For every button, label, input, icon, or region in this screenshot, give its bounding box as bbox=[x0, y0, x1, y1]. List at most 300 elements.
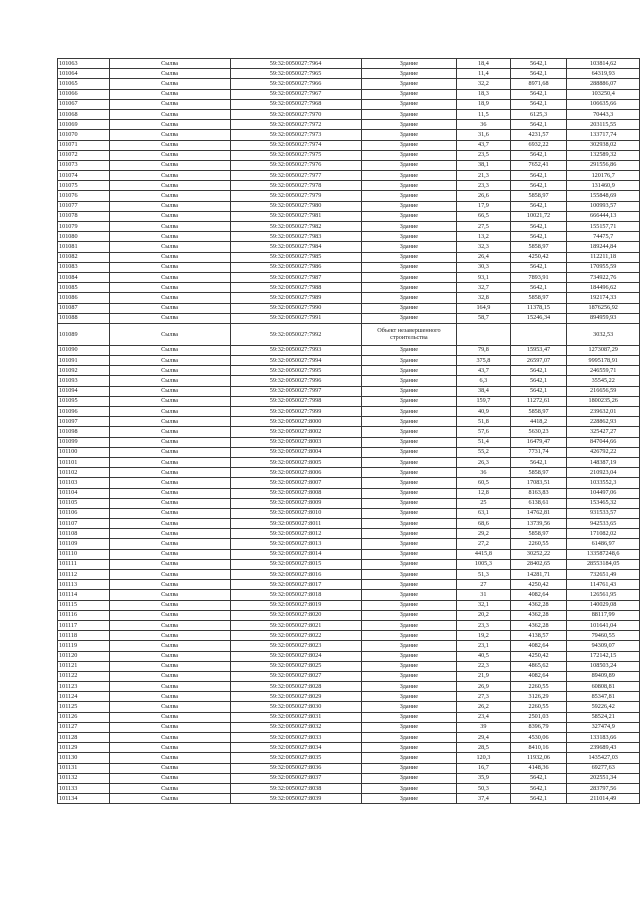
row-id-cell: 101096 bbox=[58, 407, 110, 417]
locality-cell: Сылва bbox=[109, 733, 230, 743]
object-type-cell: Здание bbox=[361, 303, 456, 313]
object-type-cell: Здание bbox=[361, 437, 456, 447]
unit-price-cell: 2260,55 bbox=[510, 682, 567, 692]
area-cell: 20,2 bbox=[457, 610, 511, 620]
object-type-cell: Здание bbox=[361, 712, 456, 722]
unit-price-cell: 5858,97 bbox=[510, 191, 567, 201]
table-row bbox=[58, 610, 640, 620]
locality-cell: Сылва bbox=[109, 69, 230, 79]
table-row bbox=[58, 283, 640, 293]
row-id-cell: 101091 bbox=[58, 356, 110, 366]
table-row bbox=[58, 519, 640, 529]
unit-price-cell: 4362,28 bbox=[510, 610, 567, 620]
row-id-cell: 101131 bbox=[58, 763, 110, 773]
object-type-cell: Здание bbox=[361, 293, 456, 303]
unit-price-cell: 15246,34 bbox=[510, 313, 567, 323]
locality-cell: Сылва bbox=[109, 109, 230, 119]
table-row bbox=[58, 783, 640, 793]
object-type-cell: Здание bbox=[361, 242, 456, 252]
unit-price-cell: 5642,1 bbox=[510, 171, 567, 181]
object-type-cell: Здание bbox=[361, 661, 456, 671]
locality-cell: Сылва bbox=[109, 386, 230, 396]
cadastral-value-cell: 133717,74 bbox=[567, 130, 640, 140]
cadastral-number-cell: 59:32:0050027:8004 bbox=[230, 447, 361, 457]
row-id-cell: 101090 bbox=[58, 345, 110, 355]
area-cell: 375,8 bbox=[457, 356, 511, 366]
document-page bbox=[57, 58, 640, 804]
cadastral-value-cell: 104497,06 bbox=[567, 488, 640, 498]
locality-cell: Сылва bbox=[109, 356, 230, 366]
object-type-cell: Здание bbox=[361, 171, 456, 181]
row-id-cell: 101126 bbox=[58, 712, 110, 722]
cadastral-value-cell: 327474,9 bbox=[567, 722, 640, 732]
row-id-cell: 101106 bbox=[58, 508, 110, 518]
object-type-cell: Здание bbox=[361, 109, 456, 119]
unit-price-cell: 11272,61 bbox=[510, 396, 567, 406]
cadastral-value-cell: 133587248,6 bbox=[567, 549, 640, 559]
cadastral-number-cell: 59:32:0050027:8018 bbox=[230, 590, 361, 600]
unit-price-cell: 14762,81 bbox=[510, 508, 567, 518]
cadastral-value-cell: 228862,93 bbox=[567, 417, 640, 427]
object-type-cell: Здание bbox=[361, 447, 456, 457]
object-type-cell: Здание bbox=[361, 498, 456, 508]
area-cell: 26,4 bbox=[457, 252, 511, 262]
object-type-cell: Здание bbox=[361, 773, 456, 783]
unit-price-cell: 5642,1 bbox=[510, 262, 567, 272]
cadastral-number-cell: 59:32:0050027:8036 bbox=[230, 763, 361, 773]
object-type-cell: Здание bbox=[361, 140, 456, 150]
unit-price-cell: 16479,47 bbox=[510, 437, 567, 447]
table-row bbox=[58, 59, 640, 69]
row-id-cell: 101094 bbox=[58, 386, 110, 396]
object-type-cell: Здание bbox=[361, 570, 456, 580]
cadastral-value-cell: 426792,22 bbox=[567, 447, 640, 457]
area-cell: 43,7 bbox=[457, 140, 511, 150]
area-cell: 27,3 bbox=[457, 692, 511, 702]
object-type-cell: Здание bbox=[361, 181, 456, 191]
cadastral-value-cell: 171082,02 bbox=[567, 529, 640, 539]
cadastral-value-cell: 89409,89 bbox=[567, 671, 640, 681]
cadastral-number-cell: 59:32:0050027:7979 bbox=[230, 191, 361, 201]
table-row bbox=[58, 498, 640, 508]
cadastral-number-cell: 59:32:0050027:8033 bbox=[230, 733, 361, 743]
object-type-cell: Здание bbox=[361, 427, 456, 437]
table-row bbox=[58, 99, 640, 109]
row-id-cell: 101122 bbox=[58, 671, 110, 681]
locality-cell: Сылва bbox=[109, 181, 230, 191]
unit-price-cell: 4362,28 bbox=[510, 600, 567, 610]
area-cell: 19,2 bbox=[457, 631, 511, 641]
locality-cell: Сылва bbox=[109, 631, 230, 641]
table-row bbox=[58, 722, 640, 732]
object-type-cell: Здание bbox=[361, 478, 456, 488]
cadastral-value-cell: 210923,04 bbox=[567, 468, 640, 478]
object-type-cell: Здание bbox=[361, 89, 456, 99]
unit-price-cell: 5642,1 bbox=[510, 376, 567, 386]
cadastral-number-cell: 59:32:0050027:8013 bbox=[230, 539, 361, 549]
cadastral-value-cell: 103250,4 bbox=[567, 89, 640, 99]
area-cell: 68,6 bbox=[457, 519, 511, 529]
area-cell: 58,7 bbox=[457, 313, 511, 323]
row-id-cell: 101079 bbox=[58, 222, 110, 232]
area-cell: 23,1 bbox=[457, 641, 511, 651]
cadastral-number-cell: 59:32:0050027:8015 bbox=[230, 559, 361, 569]
table-row bbox=[58, 345, 640, 355]
table-row bbox=[58, 620, 640, 630]
locality-cell: Сылва bbox=[109, 191, 230, 201]
object-type-cell: Здание bbox=[361, 610, 456, 620]
object-type-cell: Здание bbox=[361, 252, 456, 262]
unit-price-cell: 2260,55 bbox=[510, 702, 567, 712]
unit-price-cell: 11378,15 bbox=[510, 303, 567, 313]
unit-price-cell: 7652,41 bbox=[510, 160, 567, 170]
area-cell: 51,8 bbox=[457, 417, 511, 427]
locality-cell: Сылва bbox=[109, 417, 230, 427]
row-id-cell: 101115 bbox=[58, 600, 110, 610]
unit-price-cell: 5642,1 bbox=[510, 150, 567, 160]
table-row bbox=[58, 457, 640, 467]
row-id-cell: 101110 bbox=[58, 549, 110, 559]
cadastral-number-cell: 59:32:0050027:7964 bbox=[230, 59, 361, 69]
object-type-cell: Здание bbox=[361, 539, 456, 549]
locality-cell: Сылва bbox=[109, 323, 230, 345]
row-id-cell: 101111 bbox=[58, 559, 110, 569]
locality-cell: Сылва bbox=[109, 671, 230, 681]
cadastral-value-cell: 291556,86 bbox=[567, 160, 640, 170]
cadastral-number-cell: 59:32:0050027:7987 bbox=[230, 272, 361, 282]
cadastral-number-cell: 59:32:0050027:8011 bbox=[230, 519, 361, 529]
locality-cell: Сылва bbox=[109, 242, 230, 252]
unit-price-cell: 5642,1 bbox=[510, 69, 567, 79]
cadastral-value-cell: 202551,34 bbox=[567, 773, 640, 783]
table-row bbox=[58, 794, 640, 804]
area-cell: 27,2 bbox=[457, 539, 511, 549]
unit-price-cell: 4418,2 bbox=[510, 417, 567, 427]
cadastral-value-cell: 155157,71 bbox=[567, 222, 640, 232]
cadastral-value-cell: 239632,01 bbox=[567, 407, 640, 417]
unit-price-cell: 5642,1 bbox=[510, 89, 567, 99]
cadastral-number-cell: 59:32:0050027:7998 bbox=[230, 396, 361, 406]
row-id-cell: 101069 bbox=[58, 120, 110, 130]
locality-cell: Сылва bbox=[109, 508, 230, 518]
row-id-cell: 101123 bbox=[58, 682, 110, 692]
table-row bbox=[58, 356, 640, 366]
cadastral-number-cell: 59:32:0050027:8027 bbox=[230, 671, 361, 681]
table-row bbox=[58, 763, 640, 773]
area-cell: 31 bbox=[457, 590, 511, 600]
row-id-cell: 101120 bbox=[58, 651, 110, 661]
row-id-cell: 101108 bbox=[58, 529, 110, 539]
cadastral-number-cell: 59:32:0050027:8019 bbox=[230, 600, 361, 610]
locality-cell: Сылва bbox=[109, 160, 230, 170]
unit-price-cell: 5642,1 bbox=[510, 773, 567, 783]
unit-price-cell: 30252,22 bbox=[510, 549, 567, 559]
object-type-cell: Здание bbox=[361, 407, 456, 417]
row-id-cell: 101071 bbox=[58, 140, 110, 150]
unit-price-cell: 5642,1 bbox=[510, 386, 567, 396]
locality-cell: Сылва bbox=[109, 549, 230, 559]
locality-cell: Сылва bbox=[109, 488, 230, 498]
locality-cell: Сылва bbox=[109, 773, 230, 783]
area-cell: 50,3 bbox=[457, 783, 511, 793]
locality-cell: Сылва bbox=[109, 366, 230, 376]
table-row bbox=[58, 427, 640, 437]
area-cell: 32,3 bbox=[457, 242, 511, 252]
unit-price-cell: 5642,1 bbox=[510, 181, 567, 191]
unit-price-cell: 28402,65 bbox=[510, 559, 567, 569]
row-id-cell: 101105 bbox=[58, 498, 110, 508]
locality-cell: Сылва bbox=[109, 570, 230, 580]
table-row bbox=[58, 232, 640, 242]
locality-cell: Сылва bbox=[109, 600, 230, 610]
unit-price-cell: 4082,64 bbox=[510, 641, 567, 651]
row-id-cell: 101117 bbox=[58, 620, 110, 630]
area-cell: 37,4 bbox=[457, 794, 511, 804]
unit-price-cell: 5858,97 bbox=[510, 407, 567, 417]
cadastral-number-cell: 59:32:0050027:8022 bbox=[230, 631, 361, 641]
row-id-cell: 101114 bbox=[58, 590, 110, 600]
locality-cell: Сылва bbox=[109, 529, 230, 539]
row-id-cell: 101125 bbox=[58, 702, 110, 712]
area-cell: 18,3 bbox=[457, 89, 511, 99]
area-cell: 51,4 bbox=[457, 437, 511, 447]
cadastral-number-cell: 59:32:0050027:7986 bbox=[230, 262, 361, 272]
table-row bbox=[58, 323, 640, 345]
area-cell: 38,1 bbox=[457, 160, 511, 170]
object-type-cell: Здание bbox=[361, 272, 456, 282]
locality-cell: Сылва bbox=[109, 120, 230, 130]
locality-cell: Сылва bbox=[109, 303, 230, 313]
cadastral-value-cell: 942533,65 bbox=[567, 519, 640, 529]
area-cell: 60,5 bbox=[457, 478, 511, 488]
cadastral-number-cell: 59:32:0050027:7992 bbox=[230, 323, 361, 345]
cadastral-value-cell: 302938,02 bbox=[567, 140, 640, 150]
cadastral-value-cell: 666444,13 bbox=[567, 211, 640, 221]
table-row bbox=[58, 468, 640, 478]
table-row bbox=[58, 89, 640, 99]
cadastral-value-cell: 60808,81 bbox=[567, 682, 640, 692]
locality-cell: Сылва bbox=[109, 262, 230, 272]
object-type-cell: Здание bbox=[361, 722, 456, 732]
table-row bbox=[58, 600, 640, 610]
table-row bbox=[58, 120, 640, 130]
object-type-cell: Здание bbox=[361, 753, 456, 763]
area-cell: 36 bbox=[457, 120, 511, 130]
table-row bbox=[58, 160, 640, 170]
cadastral-value-cell: 69277,63 bbox=[567, 763, 640, 773]
area-cell: 25 bbox=[457, 498, 511, 508]
table-row bbox=[58, 272, 640, 282]
object-type-cell: Здание bbox=[361, 549, 456, 559]
table-row bbox=[58, 447, 640, 457]
area-cell: 18,4 bbox=[457, 59, 511, 69]
unit-price-cell: 2260,55 bbox=[510, 539, 567, 549]
object-type-cell: Здание bbox=[361, 396, 456, 406]
cadastral-value-cell: 189244,84 bbox=[567, 242, 640, 252]
row-id-cell: 101084 bbox=[58, 272, 110, 282]
row-id-cell: 101116 bbox=[58, 610, 110, 620]
cadastral-number-cell: 59:32:0050027:7966 bbox=[230, 79, 361, 89]
object-type-cell: Здание bbox=[361, 120, 456, 130]
unit-price-cell bbox=[510, 323, 567, 345]
cadastral-number-cell: 59:32:0050027:8034 bbox=[230, 743, 361, 753]
cadastral-number-cell: 59:32:0050027:7982 bbox=[230, 222, 361, 232]
table-row bbox=[58, 417, 640, 427]
locality-cell: Сылва bbox=[109, 794, 230, 804]
object-type-cell: Здание bbox=[361, 99, 456, 109]
row-id-cell: 101067 bbox=[58, 99, 110, 109]
table-row bbox=[58, 252, 640, 262]
locality-cell: Сылва bbox=[109, 692, 230, 702]
cadastral-value-cell: 58524,21 bbox=[567, 712, 640, 722]
table-row bbox=[58, 303, 640, 313]
cadastral-value-cell: 126561,95 bbox=[567, 590, 640, 600]
cadastral-value-cell: 28553184,05 bbox=[567, 559, 640, 569]
cadastral-number-cell: 59:32:0050027:7988 bbox=[230, 283, 361, 293]
locality-cell: Сылва bbox=[109, 252, 230, 262]
object-type-cell: Здание bbox=[361, 150, 456, 160]
row-id-cell: 101078 bbox=[58, 211, 110, 221]
object-type-cell: Здание bbox=[361, 763, 456, 773]
cadastral-value-cell: 1033552,3 bbox=[567, 478, 640, 488]
cadastral-table bbox=[57, 58, 640, 804]
locality-cell: Сылва bbox=[109, 99, 230, 109]
cadastral-number-cell: 59:32:0050027:7973 bbox=[230, 130, 361, 140]
area-cell: 23,3 bbox=[457, 620, 511, 630]
locality-cell: Сылва bbox=[109, 457, 230, 467]
cadastral-number-cell: 59:32:0050027:8014 bbox=[230, 549, 361, 559]
cadastral-number-cell: 59:32:0050027:8002 bbox=[230, 427, 361, 437]
object-type-cell: Здание bbox=[361, 313, 456, 323]
cadastral-number-cell: 59:32:0050027:7974 bbox=[230, 140, 361, 150]
object-type-cell: Здание bbox=[361, 386, 456, 396]
unit-price-cell: 5642,1 bbox=[510, 99, 567, 109]
table-row bbox=[58, 682, 640, 692]
object-type-cell: Здание bbox=[361, 201, 456, 211]
area-cell: 164,9 bbox=[457, 303, 511, 313]
unit-price-cell: 26597,07 bbox=[510, 356, 567, 366]
table-row bbox=[58, 222, 640, 232]
cadastral-value-cell: 79460,55 bbox=[567, 631, 640, 641]
table-row bbox=[58, 733, 640, 743]
locality-cell: Сылва bbox=[109, 682, 230, 692]
table-row bbox=[58, 313, 640, 323]
cadastral-number-cell: 59:32:0050027:7975 bbox=[230, 150, 361, 160]
locality-cell: Сылва bbox=[109, 89, 230, 99]
cadastral-number-cell: 59:32:0050027:7977 bbox=[230, 171, 361, 181]
unit-price-cell: 4082,64 bbox=[510, 671, 567, 681]
object-type-cell: Здание bbox=[361, 356, 456, 366]
cadastral-value-cell: 61486,97 bbox=[567, 539, 640, 549]
row-id-cell: 101095 bbox=[58, 396, 110, 406]
cadastral-number-cell: 59:32:0050027:8024 bbox=[230, 651, 361, 661]
cadastral-value-cell: 140029,08 bbox=[567, 600, 640, 610]
row-id-cell: 101130 bbox=[58, 753, 110, 763]
cadastral-number-cell: 59:32:0050027:7985 bbox=[230, 252, 361, 262]
row-id-cell: 101097 bbox=[58, 417, 110, 427]
area-cell: 26,2 bbox=[457, 702, 511, 712]
row-id-cell: 101118 bbox=[58, 631, 110, 641]
unit-price-cell: 8971,68 bbox=[510, 79, 567, 89]
locality-cell: Сылва bbox=[109, 272, 230, 282]
row-id-cell: 101085 bbox=[58, 283, 110, 293]
cadastral-value-cell: 1435427,03 bbox=[567, 753, 640, 763]
cadastral-value-cell: 133183,66 bbox=[567, 733, 640, 743]
locality-cell: Сылва bbox=[109, 580, 230, 590]
locality-cell: Сылва bbox=[109, 641, 230, 651]
locality-cell: Сылва bbox=[109, 651, 230, 661]
unit-price-cell: 8396,79 bbox=[510, 722, 567, 732]
cadastral-value-cell: 216656,59 bbox=[567, 386, 640, 396]
object-type-cell: Здание bbox=[361, 69, 456, 79]
unit-price-cell: 5642,1 bbox=[510, 222, 567, 232]
row-id-cell: 101109 bbox=[58, 539, 110, 549]
row-id-cell: 101113 bbox=[58, 580, 110, 590]
locality-cell: Сылва bbox=[109, 702, 230, 712]
cadastral-value-cell: 283797,56 bbox=[567, 783, 640, 793]
unit-price-cell: 5642,1 bbox=[510, 366, 567, 376]
locality-cell: Сылва bbox=[109, 407, 230, 417]
table-row bbox=[58, 69, 640, 79]
area-cell: 40,5 bbox=[457, 651, 511, 661]
table-row bbox=[58, 508, 640, 518]
unit-price-cell: 10021,72 bbox=[510, 211, 567, 221]
locality-cell: Сылва bbox=[109, 722, 230, 732]
locality-cell: Сылва bbox=[109, 201, 230, 211]
object-type-cell: Здание bbox=[361, 743, 456, 753]
cadastral-number-cell: 59:32:0050027:8031 bbox=[230, 712, 361, 722]
cadastral-number-cell: 59:32:0050027:8005 bbox=[230, 457, 361, 467]
cadastral-number-cell: 59:32:0050027:7976 bbox=[230, 160, 361, 170]
cadastral-number-cell: 59:32:0050027:7990 bbox=[230, 303, 361, 313]
row-id-cell: 101107 bbox=[58, 519, 110, 529]
table-row bbox=[58, 570, 640, 580]
object-type-cell: Здание bbox=[361, 366, 456, 376]
unit-price-cell: 8163,83 bbox=[510, 488, 567, 498]
unit-price-cell: 5642,1 bbox=[510, 794, 567, 804]
locality-cell: Сылва bbox=[109, 712, 230, 722]
locality-cell: Сылва bbox=[109, 283, 230, 293]
cadastral-number-cell: 59:32:0050027:8009 bbox=[230, 498, 361, 508]
table-row bbox=[58, 109, 640, 119]
table-row bbox=[58, 130, 640, 140]
table-row bbox=[58, 366, 640, 376]
locality-cell: Сылва bbox=[109, 396, 230, 406]
table-row bbox=[58, 641, 640, 651]
cadastral-value-cell: 59226,42 bbox=[567, 702, 640, 712]
cadastral-value-cell: 288886,07 bbox=[567, 79, 640, 89]
unit-price-cell: 11932,06 bbox=[510, 753, 567, 763]
object-type-cell: Здание bbox=[361, 682, 456, 692]
table-row bbox=[58, 437, 640, 447]
area-cell: 120,3 bbox=[457, 753, 511, 763]
area-cell: 51,3 bbox=[457, 570, 511, 580]
object-type-cell: Здание bbox=[361, 519, 456, 529]
unit-price-cell: 7893,91 bbox=[510, 272, 567, 282]
row-id-cell: 101083 bbox=[58, 262, 110, 272]
object-type-cell: Здание bbox=[361, 222, 456, 232]
cadastral-number-cell: 59:32:0050027:8006 bbox=[230, 468, 361, 478]
cadastral-value-cell: 172142,15 bbox=[567, 651, 640, 661]
cadastral-number-cell: 59:32:0050027:8032 bbox=[230, 722, 361, 732]
area-cell: 79,8 bbox=[457, 345, 511, 355]
unit-price-cell: 5642,1 bbox=[510, 457, 567, 467]
area-cell: 57,6 bbox=[457, 427, 511, 437]
unit-price-cell: 5858,97 bbox=[510, 242, 567, 252]
row-id-cell: 101093 bbox=[58, 376, 110, 386]
cadastral-value-cell: 734922,76 bbox=[567, 272, 640, 282]
cadastral-value-cell: 88117,99 bbox=[567, 610, 640, 620]
